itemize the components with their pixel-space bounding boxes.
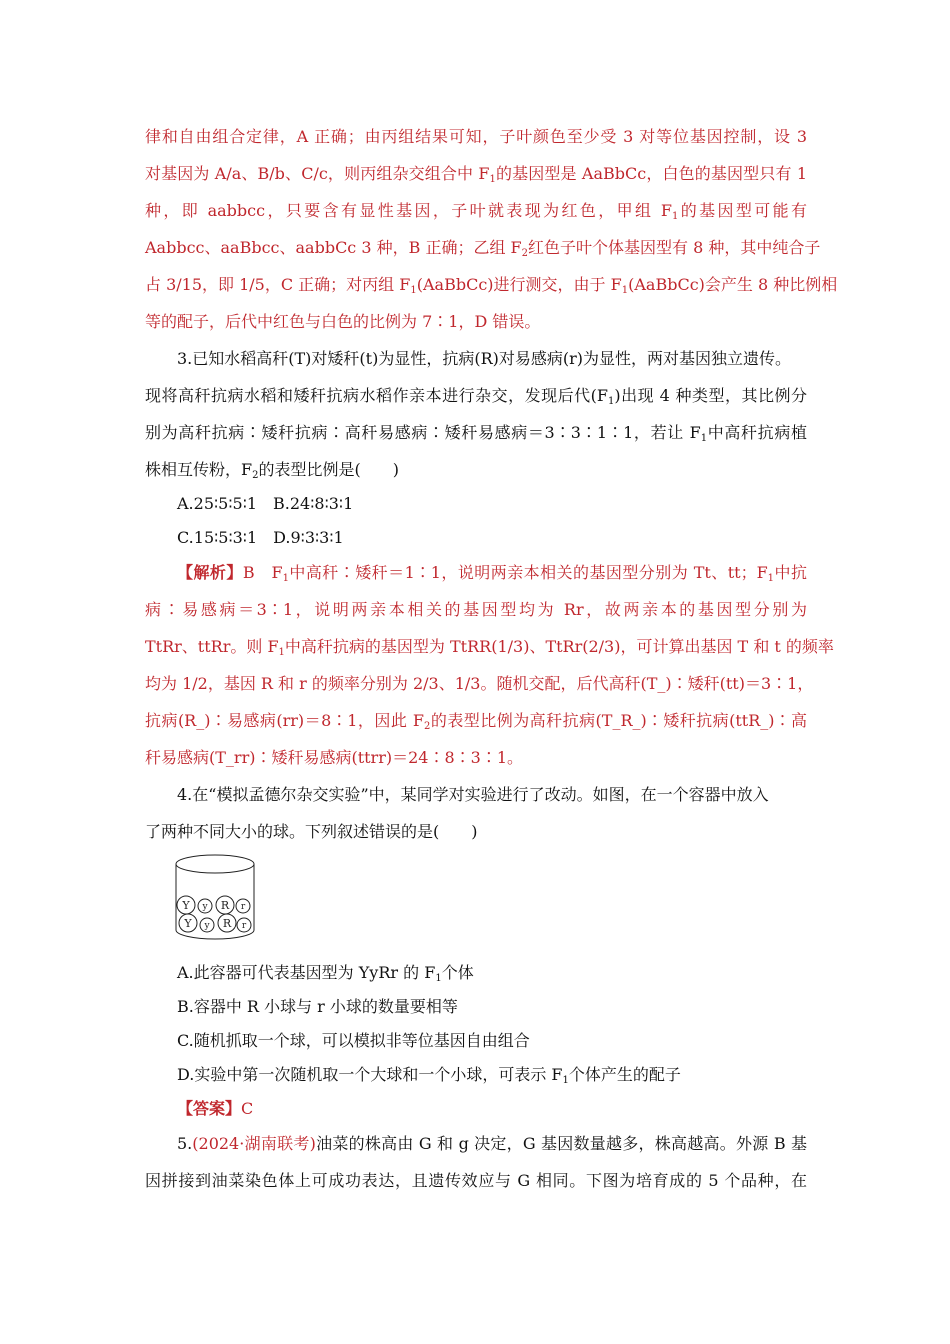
- q4-option-c: C.随机抓取一个球，可以模拟非等位基因自由组合: [177, 1031, 530, 1050]
- q4-option-d: D.实验中第一次随机取一个大球和一个小球，可表示 $F_1$个体产生的配子: [177, 1065, 681, 1086]
- q4-option-b: B.容器中 R 小球与 r 小球的数量要相等: [177, 997, 458, 1016]
- q5-line1: 5.(2024·湖南联考)油菜的株高由 G 和 g 决定，G 基因数量越多，株高越高。外源 B 基: [177, 1134, 807, 1153]
- analysis2-line6: 等的配子，后代中红色与白色的比例为 7∶1，D 错误。: [145, 312, 541, 331]
- ball-label: y: [204, 921, 210, 931]
- ball-label: R: [222, 917, 232, 930]
- ball-label: r: [241, 921, 247, 931]
- analysis3-line1: 【解析】B $F_1$中高秆∶矮秆＝1∶1，说明两亲本相关的基因型分别为 Tt、tt；$F_1$中抗: [177, 563, 807, 584]
- q3-line2: 现将高秆抗病水稻和矮秆抗病水稻作亲本进行杂交，发现后代$(F_1)$出现 4 种类型，其比例分: [145, 386, 807, 407]
- q4-answer: [177, 1099, 807, 1119]
- analysis2-line4: Aabbcc、aaBbcc、aabbCc 3 种，B 正确；乙组 $F_2$红色子叶个体基因型有 8 种，其中纯合子: [145, 238, 821, 259]
- container-figure: [172, 850, 258, 944]
- q4-line2: 了两种不同大小的球。下列叙述错误的是( ): [145, 822, 478, 841]
- q3-line4: 株相互传粉，$F_2$的表型比例是( ): [145, 460, 399, 481]
- q5-line2: 因拼接到油菜染色体上可成功表达，且遗传效应与 G 相同。下图为培育成的 5 个品种，在: [145, 1171, 807, 1190]
- analysis2-line3: 种，即 aabbcc，只要含有显性基因，子叶就表现为红色，甲组 $F_1$的基因型可能有: [145, 201, 807, 222]
- q3-options-cd: C.15∶5∶3∶1 D.9∶3∶3∶1: [177, 528, 344, 547]
- analysis2-line2: 对基因为 A/a、B/b、C/c，则丙组杂交组合中 $F_1$的基因型是 AaBbCc，白色的基因型只有 1: [145, 164, 807, 185]
- analysis3-line3: TtRr、ttRr。则 $F_1$中高秆抗病的基因型为 TtRR(1/3)、TtRr(2/3)，可计算出基因 T 和 t 的频率: [145, 637, 834, 658]
- q5-source: (2024·湖南联考): [192, 1134, 316, 1153]
- ball-label: r: [240, 902, 246, 912]
- ball-label: Y: [184, 917, 192, 930]
- container-rim: [176, 855, 254, 873]
- ball-label: Y: [182, 899, 190, 912]
- q4-option-a: A.此容器可代表基因型为 YyRr 的 $F_1$个体: [177, 963, 474, 984]
- ball-label: R: [220, 899, 230, 912]
- analysis3-line6: 秆易感病(T_rr)∶矮秆易感病(ttrr)＝24∶8∶3∶1。: [145, 748, 523, 767]
- analysis2-line1: 律和自由组合定律，A 正确；由丙组结果可知，子叶颜色至少受 3 对等位基因控制，设 3: [145, 127, 807, 146]
- analysis2-line5: 占 3/15，即 1/5，C 正确；对丙组 $F_1(AaBbCc)$进行测交，由于 $F_1(AaBbCc)$会产生 8 种比例相: [145, 275, 838, 296]
- analysis3-line4: 均为 1/2，基因 R 和 r 的频率分别为 2/3、1/3。随机交配，后代高秆(T_)∶矮秆(tt)＝3∶1，: [145, 674, 814, 693]
- analysis3-line5: 抗病(R_)∶易感病(rr)＝8∶1，因此 $F_2$的表型比例为高秆抗病(T_R_)∶矮秆抗病(ttR_)∶高: [145, 711, 807, 732]
- q3-line3: 别为高秆抗病∶矮秆抗病∶高秆易感病∶矮秆易感病＝3∶3∶1∶1，若让 $F_1$中高秆抗病植: [145, 423, 807, 444]
- q3-line1: 3.已知水稻高秆(T)对矮秆(t)为显性，抗病(R)对易感病(r)为显性，两对基因独立遗传。: [177, 349, 792, 368]
- q3-options-ab: A.25∶5∶5∶1 B.24∶8∶3∶1: [177, 494, 354, 513]
- answer-value: C: [241, 1099, 254, 1118]
- analysis3-line2: 病∶易感病＝3∶1，说明两亲本相关的基因型均为 Rr，故两亲本的基因型分别为: [145, 600, 807, 619]
- ball-label: y: [202, 902, 208, 912]
- answer-tag: 【答案】: [177, 1099, 242, 1118]
- analysis-tag: 【解析】: [177, 563, 243, 582]
- q4-line1: 4.在“模拟孟德尔杂交实验”中，某同学对实验进行了改动。如图，在一个容器中放入: [177, 785, 769, 804]
